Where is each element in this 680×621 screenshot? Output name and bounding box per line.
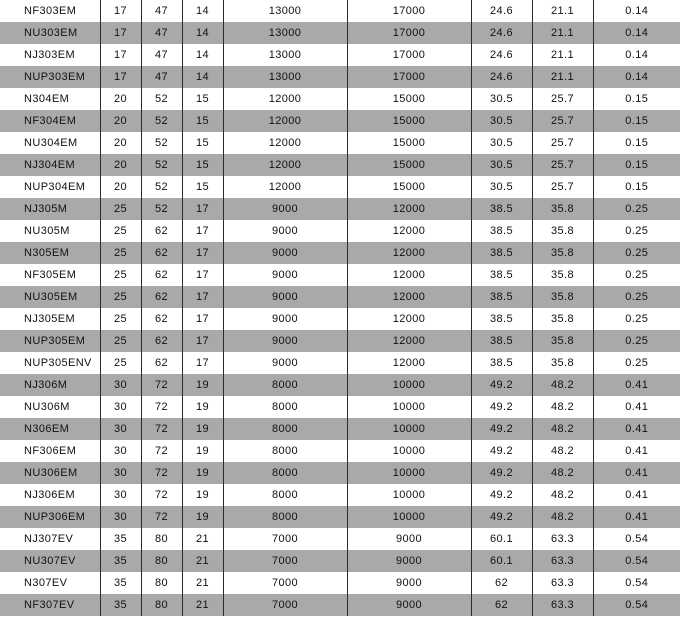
- width-cell: 19: [182, 484, 223, 506]
- bore-cell: 25: [100, 308, 141, 330]
- table-row: [0, 220, 680, 242]
- dynamic-load-cell: 30.5: [471, 154, 532, 176]
- speed-oil-cell: 10000: [347, 374, 471, 396]
- speed-oil-cell: 15000: [347, 88, 471, 110]
- speed-oil-cell: 17000: [347, 44, 471, 66]
- bore-cell: 20: [100, 154, 141, 176]
- model-cell: NU305EM: [0, 286, 100, 308]
- static-load-cell: 21.1: [532, 0, 593, 22]
- static-load-cell: 48.2: [532, 484, 593, 506]
- speed-grease-cell: 12000: [223, 88, 347, 110]
- width-cell: 19: [182, 440, 223, 462]
- table-row: [0, 66, 680, 88]
- speed-grease-cell: 7000: [223, 528, 347, 550]
- bore-cell: 25: [100, 220, 141, 242]
- speed-oil-cell: 9000: [347, 528, 471, 550]
- static-load-cell: 25.7: [532, 110, 593, 132]
- width-cell: 17: [182, 352, 223, 374]
- static-load-cell: 25.7: [532, 132, 593, 154]
- dynamic-load-cell: 49.2: [471, 506, 532, 528]
- bore-cell: 35: [100, 594, 141, 616]
- width-cell: 17: [182, 198, 223, 220]
- speed-grease-cell: 9000: [223, 220, 347, 242]
- table-row: [0, 286, 680, 308]
- weight-cell: 0.15: [593, 110, 680, 132]
- dynamic-load-cell: 38.5: [471, 198, 532, 220]
- speed-oil-cell: 10000: [347, 506, 471, 528]
- bore-cell: 25: [100, 330, 141, 352]
- model-cell: NUP304EM: [0, 176, 100, 198]
- speed-grease-cell: 12000: [223, 110, 347, 132]
- weight-cell: 0.54: [593, 528, 680, 550]
- width-cell: 17: [182, 330, 223, 352]
- weight-cell: 0.41: [593, 396, 680, 418]
- dynamic-load-cell: 38.5: [471, 286, 532, 308]
- table-row: [0, 22, 680, 44]
- outer-diameter-cell: 62: [141, 264, 182, 286]
- model-cell: NJ306EM: [0, 484, 100, 506]
- static-load-cell: 48.2: [532, 396, 593, 418]
- width-cell: 15: [182, 88, 223, 110]
- static-load-cell: 35.8: [532, 286, 593, 308]
- static-load-cell: 21.1: [532, 22, 593, 44]
- speed-grease-cell: 7000: [223, 550, 347, 572]
- bore-cell: 35: [100, 528, 141, 550]
- static-load-cell: 48.2: [532, 440, 593, 462]
- dynamic-load-cell: 49.2: [471, 484, 532, 506]
- speed-oil-cell: 10000: [347, 462, 471, 484]
- model-cell: NJ305EM: [0, 308, 100, 330]
- width-cell: 17: [182, 220, 223, 242]
- bore-cell: 17: [100, 0, 141, 22]
- static-load-cell: 25.7: [532, 154, 593, 176]
- width-cell: 21: [182, 594, 223, 616]
- outer-diameter-cell: 80: [141, 528, 182, 550]
- dynamic-load-cell: 38.5: [471, 220, 532, 242]
- model-cell: NUP306EM: [0, 506, 100, 528]
- speed-grease-cell: 9000: [223, 242, 347, 264]
- table-row: [0, 198, 680, 220]
- width-cell: 15: [182, 132, 223, 154]
- speed-grease-cell: 8000: [223, 484, 347, 506]
- model-cell: NJ303EM: [0, 44, 100, 66]
- weight-cell: 0.41: [593, 418, 680, 440]
- speed-grease-cell: 13000: [223, 44, 347, 66]
- dynamic-load-cell: 38.5: [471, 242, 532, 264]
- dynamic-load-cell: 49.2: [471, 418, 532, 440]
- weight-cell: 0.14: [593, 22, 680, 44]
- weight-cell: 0.14: [593, 0, 680, 22]
- speed-oil-cell: 15000: [347, 154, 471, 176]
- static-load-cell: 48.2: [532, 374, 593, 396]
- speed-oil-cell: 12000: [347, 352, 471, 374]
- weight-cell: 0.25: [593, 220, 680, 242]
- static-load-cell: 48.2: [532, 418, 593, 440]
- static-load-cell: 21.1: [532, 44, 593, 66]
- bore-cell: 25: [100, 352, 141, 374]
- model-cell: NU304EM: [0, 132, 100, 154]
- speed-oil-cell: 9000: [347, 550, 471, 572]
- outer-diameter-cell: 52: [141, 154, 182, 176]
- width-cell: 14: [182, 0, 223, 22]
- width-cell: 21: [182, 528, 223, 550]
- dynamic-load-cell: 24.6: [471, 0, 532, 22]
- speed-grease-cell: 8000: [223, 374, 347, 396]
- width-cell: 19: [182, 396, 223, 418]
- speed-oil-cell: 10000: [347, 418, 471, 440]
- model-cell: NUP305EM: [0, 330, 100, 352]
- speed-oil-cell: 15000: [347, 110, 471, 132]
- model-cell: NF305EM: [0, 264, 100, 286]
- dynamic-load-cell: 38.5: [471, 352, 532, 374]
- table-row: [0, 572, 680, 594]
- bore-cell: 25: [100, 286, 141, 308]
- bore-cell: 30: [100, 462, 141, 484]
- model-cell: NU306EM: [0, 462, 100, 484]
- bore-cell: 25: [100, 264, 141, 286]
- weight-cell: 0.54: [593, 572, 680, 594]
- bore-cell: 30: [100, 418, 141, 440]
- model-cell: NJ305M: [0, 198, 100, 220]
- outer-diameter-cell: 72: [141, 418, 182, 440]
- speed-grease-cell: 13000: [223, 22, 347, 44]
- table-row: [0, 242, 680, 264]
- outer-diameter-cell: 72: [141, 506, 182, 528]
- speed-grease-cell: 8000: [223, 396, 347, 418]
- speed-oil-cell: 9000: [347, 594, 471, 616]
- speed-oil-cell: 12000: [347, 286, 471, 308]
- width-cell: 21: [182, 550, 223, 572]
- weight-cell: 0.54: [593, 550, 680, 572]
- model-cell: NU303EM: [0, 22, 100, 44]
- bore-cell: 30: [100, 440, 141, 462]
- outer-diameter-cell: 52: [141, 88, 182, 110]
- weight-cell: 0.15: [593, 176, 680, 198]
- model-cell: NF303EM: [0, 0, 100, 22]
- static-load-cell: 35.8: [532, 264, 593, 286]
- weight-cell: 0.15: [593, 154, 680, 176]
- speed-oil-cell: 10000: [347, 396, 471, 418]
- outer-diameter-cell: 72: [141, 462, 182, 484]
- dynamic-load-cell: 30.5: [471, 176, 532, 198]
- dynamic-load-cell: 49.2: [471, 440, 532, 462]
- bore-cell: 17: [100, 44, 141, 66]
- speed-oil-cell: 12000: [347, 198, 471, 220]
- width-cell: 19: [182, 506, 223, 528]
- outer-diameter-cell: 72: [141, 396, 182, 418]
- model-cell: NJ306M: [0, 374, 100, 396]
- model-cell: NJ307EV: [0, 528, 100, 550]
- dynamic-load-cell: 38.5: [471, 330, 532, 352]
- speed-grease-cell: 8000: [223, 440, 347, 462]
- bore-cell: 30: [100, 484, 141, 506]
- speed-oil-cell: 17000: [347, 22, 471, 44]
- table-row: [0, 550, 680, 572]
- speed-oil-cell: 15000: [347, 132, 471, 154]
- model-cell: N304EM: [0, 88, 100, 110]
- width-cell: 15: [182, 154, 223, 176]
- model-cell: NJ304EM: [0, 154, 100, 176]
- table-row: [0, 594, 680, 616]
- model-cell: NUP305ENV: [0, 352, 100, 374]
- speed-grease-cell: 9000: [223, 308, 347, 330]
- speed-oil-cell: 12000: [347, 264, 471, 286]
- table-row: [0, 44, 680, 66]
- static-load-cell: 35.8: [532, 242, 593, 264]
- speed-grease-cell: 13000: [223, 0, 347, 22]
- dynamic-load-cell: 62: [471, 594, 532, 616]
- table-row: [0, 374, 680, 396]
- bore-cell: 25: [100, 242, 141, 264]
- outer-diameter-cell: 62: [141, 352, 182, 374]
- bore-cell: 30: [100, 374, 141, 396]
- bore-cell: 30: [100, 396, 141, 418]
- weight-cell: 0.41: [593, 506, 680, 528]
- weight-cell: 0.41: [593, 462, 680, 484]
- speed-oil-cell: 12000: [347, 308, 471, 330]
- speed-oil-cell: 10000: [347, 440, 471, 462]
- outer-diameter-cell: 80: [141, 550, 182, 572]
- outer-diameter-cell: 47: [141, 0, 182, 22]
- dynamic-load-cell: 30.5: [471, 110, 532, 132]
- bore-cell: 17: [100, 66, 141, 88]
- width-cell: 14: [182, 22, 223, 44]
- bore-cell: 17: [100, 22, 141, 44]
- static-load-cell: 48.2: [532, 462, 593, 484]
- bore-cell: 20: [100, 88, 141, 110]
- speed-oil-cell: 15000: [347, 176, 471, 198]
- outer-diameter-cell: 62: [141, 286, 182, 308]
- outer-diameter-cell: 62: [141, 308, 182, 330]
- table-row: [0, 154, 680, 176]
- static-load-cell: 25.7: [532, 88, 593, 110]
- dynamic-load-cell: 24.6: [471, 44, 532, 66]
- bore-cell: 25: [100, 198, 141, 220]
- weight-cell: 0.41: [593, 484, 680, 506]
- speed-grease-cell: 9000: [223, 330, 347, 352]
- weight-cell: 0.25: [593, 264, 680, 286]
- speed-grease-cell: 9000: [223, 264, 347, 286]
- speed-grease-cell: 7000: [223, 572, 347, 594]
- outer-diameter-cell: 52: [141, 110, 182, 132]
- outer-diameter-cell: 80: [141, 594, 182, 616]
- model-cell: NF306EM: [0, 440, 100, 462]
- bore-cell: 20: [100, 132, 141, 154]
- table-row: [0, 506, 680, 528]
- width-cell: 19: [182, 374, 223, 396]
- static-load-cell: 63.3: [532, 594, 593, 616]
- weight-cell: 0.25: [593, 308, 680, 330]
- static-load-cell: 63.3: [532, 550, 593, 572]
- outer-diameter-cell: 52: [141, 176, 182, 198]
- bore-cell: 20: [100, 110, 141, 132]
- static-load-cell: 35.8: [532, 352, 593, 374]
- static-load-cell: 21.1: [532, 66, 593, 88]
- bore-cell: 35: [100, 572, 141, 594]
- speed-grease-cell: 12000: [223, 132, 347, 154]
- dynamic-load-cell: 62: [471, 572, 532, 594]
- weight-cell: 0.25: [593, 242, 680, 264]
- speed-oil-cell: 12000: [347, 220, 471, 242]
- table-row: [0, 528, 680, 550]
- outer-diameter-cell: 72: [141, 440, 182, 462]
- dynamic-load-cell: 30.5: [471, 88, 532, 110]
- outer-diameter-cell: 47: [141, 66, 182, 88]
- dynamic-load-cell: 60.1: [471, 528, 532, 550]
- speed-oil-cell: 12000: [347, 330, 471, 352]
- outer-diameter-cell: 72: [141, 484, 182, 506]
- bore-cell: 35: [100, 550, 141, 572]
- static-load-cell: 35.8: [532, 308, 593, 330]
- table-row: [0, 0, 680, 22]
- width-cell: 21: [182, 572, 223, 594]
- width-cell: 19: [182, 418, 223, 440]
- static-load-cell: 48.2: [532, 506, 593, 528]
- bore-cell: 30: [100, 506, 141, 528]
- table-row: [0, 308, 680, 330]
- model-cell: NU305M: [0, 220, 100, 242]
- speed-grease-cell: 8000: [223, 418, 347, 440]
- static-load-cell: 63.3: [532, 572, 593, 594]
- speed-oil-cell: 10000: [347, 484, 471, 506]
- speed-grease-cell: 8000: [223, 462, 347, 484]
- weight-cell: 0.14: [593, 44, 680, 66]
- table-row: [0, 264, 680, 286]
- speed-oil-cell: 9000: [347, 572, 471, 594]
- weight-cell: 0.25: [593, 330, 680, 352]
- width-cell: 17: [182, 242, 223, 264]
- table-row: [0, 132, 680, 154]
- speed-oil-cell: 17000: [347, 0, 471, 22]
- table-row: [0, 330, 680, 352]
- weight-cell: 0.25: [593, 352, 680, 374]
- model-cell: NU307EV: [0, 550, 100, 572]
- static-load-cell: 35.8: [532, 220, 593, 242]
- weight-cell: 0.41: [593, 440, 680, 462]
- weight-cell: 0.41: [593, 374, 680, 396]
- weight-cell: 0.54: [593, 594, 680, 616]
- dynamic-load-cell: 24.6: [471, 66, 532, 88]
- outer-diameter-cell: 62: [141, 330, 182, 352]
- speed-grease-cell: 8000: [223, 506, 347, 528]
- speed-oil-cell: 17000: [347, 66, 471, 88]
- width-cell: 15: [182, 110, 223, 132]
- table-row: [0, 110, 680, 132]
- dynamic-load-cell: 24.6: [471, 22, 532, 44]
- speed-grease-cell: 13000: [223, 66, 347, 88]
- weight-cell: 0.15: [593, 132, 680, 154]
- weight-cell: 0.25: [593, 198, 680, 220]
- model-cell: N307EV: [0, 572, 100, 594]
- table-row: [0, 440, 680, 462]
- static-load-cell: 35.8: [532, 330, 593, 352]
- dynamic-load-cell: 38.5: [471, 308, 532, 330]
- speed-grease-cell: 7000: [223, 594, 347, 616]
- speed-grease-cell: 12000: [223, 154, 347, 176]
- speed-grease-cell: 9000: [223, 286, 347, 308]
- speed-grease-cell: 9000: [223, 352, 347, 374]
- outer-diameter-cell: 80: [141, 572, 182, 594]
- table-row: [0, 462, 680, 484]
- weight-cell: 0.25: [593, 286, 680, 308]
- table-row: [0, 484, 680, 506]
- outer-diameter-cell: 47: [141, 22, 182, 44]
- bore-cell: 20: [100, 176, 141, 198]
- table-row: [0, 396, 680, 418]
- width-cell: 14: [182, 66, 223, 88]
- width-cell: 17: [182, 264, 223, 286]
- table-row: [0, 352, 680, 374]
- model-cell: NUP303EM: [0, 66, 100, 88]
- dynamic-load-cell: 49.2: [471, 462, 532, 484]
- table-row: [0, 88, 680, 110]
- outer-diameter-cell: 72: [141, 374, 182, 396]
- dynamic-load-cell: 49.2: [471, 396, 532, 418]
- model-cell: NF307EV: [0, 594, 100, 616]
- weight-cell: 0.14: [593, 66, 680, 88]
- table-row: [0, 418, 680, 440]
- dynamic-load-cell: 30.5: [471, 132, 532, 154]
- width-cell: 17: [182, 308, 223, 330]
- dynamic-load-cell: 38.5: [471, 264, 532, 286]
- static-load-cell: 63.3: [532, 528, 593, 550]
- speed-grease-cell: 9000: [223, 198, 347, 220]
- outer-diameter-cell: 62: [141, 242, 182, 264]
- weight-cell: 0.15: [593, 88, 680, 110]
- dynamic-load-cell: 60.1: [471, 550, 532, 572]
- width-cell: 19: [182, 462, 223, 484]
- outer-diameter-cell: 47: [141, 44, 182, 66]
- model-cell: N306EM: [0, 418, 100, 440]
- speed-oil-cell: 12000: [347, 242, 471, 264]
- static-load-cell: 25.7: [532, 176, 593, 198]
- outer-diameter-cell: 62: [141, 220, 182, 242]
- model-cell: N305EM: [0, 242, 100, 264]
- model-cell: NF304EM: [0, 110, 100, 132]
- outer-diameter-cell: 52: [141, 132, 182, 154]
- width-cell: 17: [182, 286, 223, 308]
- model-cell: NU306M: [0, 396, 100, 418]
- table-row: [0, 176, 680, 198]
- outer-diameter-cell: 52: [141, 198, 182, 220]
- dynamic-load-cell: 49.2: [471, 374, 532, 396]
- width-cell: 15: [182, 176, 223, 198]
- width-cell: 14: [182, 44, 223, 66]
- static-load-cell: 35.8: [532, 198, 593, 220]
- speed-grease-cell: 12000: [223, 176, 347, 198]
